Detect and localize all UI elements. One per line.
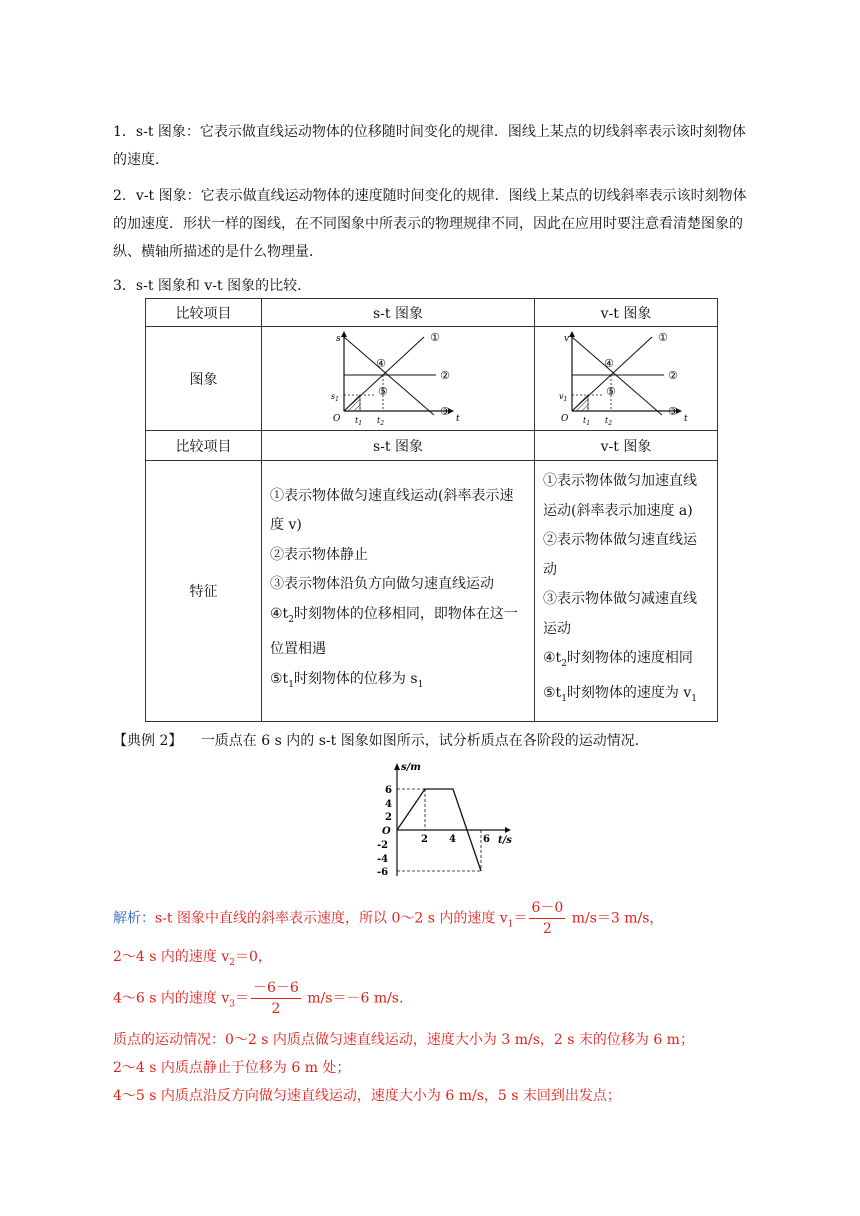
subheader-vt-graph: v-t 图象 xyxy=(535,431,718,461)
solution-line-6: 4～5 s 内质点沿反方向做匀速直线运动，速度大小为 6 m/s，5 s 末回到出发点； xyxy=(113,1088,621,1104)
example-label: 【典例 2】 xyxy=(113,733,183,749)
st-origin: O xyxy=(333,413,341,424)
solution-line-3: 4～6 s 内的速度 $v_3=$ $\frac{-6-6}{2}$ m/s＝－6 m/s. xyxy=(113,980,404,1017)
intro-paragraph-2 xyxy=(113,182,753,266)
vt-mark-2: ② xyxy=(668,368,678,382)
vt-mark-4: ④ xyxy=(604,356,614,370)
st-mark-4: ④ xyxy=(376,356,386,370)
st-mark-1: ① xyxy=(430,330,440,344)
example-xtick-6: 6 xyxy=(483,834,490,845)
subheader-compare-item: 比较项目 xyxy=(146,431,262,461)
table-feature-row xyxy=(146,461,718,722)
solution-line-4: 质点的运动情况：0～2 s 内质点做匀速直线运动，速度大小为 3 m/s，2 s 末的位移为 6 m； xyxy=(113,1032,694,1048)
header-compare-item: 比较项目 xyxy=(146,299,262,327)
st-x-label: t xyxy=(456,413,460,424)
table-graph-row xyxy=(146,327,718,431)
vt-x-label: t xyxy=(684,413,688,424)
vt-mark-1: ① xyxy=(658,330,668,344)
st-mark-2: ② xyxy=(440,368,450,382)
intro-paragraph-3 xyxy=(113,272,753,300)
st-graph-figure xyxy=(328,329,468,429)
st-features-cell xyxy=(262,461,535,722)
example-ytick-4: 4 xyxy=(385,799,392,810)
st-feature-5: $⑤t_1$时刻物体的位移为 $s_1$ xyxy=(270,670,424,690)
example-origin: O xyxy=(382,826,391,837)
example-ytick-neg6: -6 xyxy=(377,867,389,878)
example-st-graph xyxy=(365,758,525,883)
vt-origin: O xyxy=(561,413,569,424)
st-mark-5: ⑤ xyxy=(378,384,388,398)
example-y-label: s/m xyxy=(401,762,421,773)
intro-text-1: 1．s-t 图象：它表示做直线运动物体的位移随时间变化的规律．图线上某点的切线斜率表示该时刻物体的速度． xyxy=(113,124,746,168)
st-y-label: s xyxy=(336,333,341,344)
example-ytick-neg4: -4 xyxy=(377,854,389,865)
table-header-row xyxy=(146,299,718,327)
comparison-table xyxy=(145,298,718,722)
intro-text-3: 3．s-t 图象和 v-t 图象的比较． xyxy=(113,278,312,294)
example-question-text: 一质点在 6 s 内的 s-t 图象如图所示，试分析质点在各阶段的运动情况． xyxy=(200,733,649,749)
vt-mark-5: ⑤ xyxy=(606,384,616,398)
vt-graph-cell xyxy=(535,327,718,431)
vt-graph-figure xyxy=(556,329,696,429)
example-question xyxy=(113,727,813,755)
example-ytick-2: 2 xyxy=(385,812,392,823)
vt-mark-3: ③ xyxy=(668,404,678,418)
vt-feature-4: $④t_2$时刻物体的速度相同 xyxy=(543,650,693,669)
st-feature-4: $④t_2$时刻物体的位移相同，即物体在这一位置相遇 xyxy=(270,605,518,658)
vt-feature-1-2: ①表示物体做匀加速直线运动(斜率表示加速度 a) ②表示物体做匀速直线运动 xyxy=(543,473,697,578)
st-feature-1: ①表示物体做匀速直线运动(斜率表示速度 v) xyxy=(270,487,514,534)
solution-line-5: 2～4 s 内质点静止于位移为 6 m 处； xyxy=(113,1060,351,1076)
intro-paragraph-1 xyxy=(113,118,753,174)
st-feature-3: ③表示物体沿负方向做匀速直线运动 xyxy=(270,576,494,593)
example-xtick-2: 2 xyxy=(421,834,428,845)
st-mark-3: ③ xyxy=(440,404,450,418)
header-vt-graph: v-t 图象 xyxy=(535,299,718,327)
subheader-st-graph: s-t 图象 xyxy=(262,431,535,461)
solution-label: 解析： xyxy=(113,910,155,927)
st-feature-2: ②表示物体静止 xyxy=(270,546,368,563)
table-subheader-row xyxy=(146,431,718,461)
graph-row-label: 图象 xyxy=(146,327,262,431)
vt-v1-label: $v_1$ xyxy=(559,391,568,403)
intro-text-2: 2．v-t 图象：它表示做直线运动物体的速度随时间变化的规律．图线上某点的切线斜率表示该时刻物体的加速度．形状一样的图线，在不同图象中所表示的物理规律不同，因此在应用时要注意看清楚图象的纵、横轴所描述的是什么物理量． xyxy=(113,188,747,260)
vt-feature-3: ③表示物体做匀减速直线运动 xyxy=(543,591,697,637)
example-xtick-4: 4 xyxy=(449,834,456,845)
st-graph-cell xyxy=(262,327,535,431)
solution-line-2: 2～4 s 内的速度 $v_2=0$， xyxy=(113,949,272,968)
vt-t1-label: $t_1$ xyxy=(583,415,591,427)
solution-fraction-1: $\frac{6-0}{2}$ xyxy=(531,900,564,937)
st-s1-label: $s_1$ xyxy=(331,391,339,403)
solution-line-1: 解析：s-t 图象中直线的斜率表示速度，所以 0～2 s 内的速度 $v_1=$ $\frac{6-0}{2}$ m/s＝3 m/s， xyxy=(113,900,664,937)
st-t1-label: $t_1$ xyxy=(355,415,363,427)
vt-features-cell xyxy=(535,461,718,722)
vt-t2-label: $t_2$ xyxy=(605,415,613,427)
header-st-graph: s-t 图象 xyxy=(262,299,535,327)
st-t2-label: $t_2$ xyxy=(377,415,385,427)
solution-fraction-2: $\frac{-6-6}{2}$ xyxy=(253,980,299,1017)
vt-y-label: v xyxy=(564,333,570,344)
example-x-label: t/s xyxy=(498,835,512,846)
vt-feature-5: $⑤t_1$时刻物体的速度为 $v_1$ xyxy=(543,685,698,705)
example-ytick-neg2: -2 xyxy=(377,840,389,851)
feature-row-label: 特征 xyxy=(146,461,262,722)
example-ytick-6: 6 xyxy=(385,785,392,796)
